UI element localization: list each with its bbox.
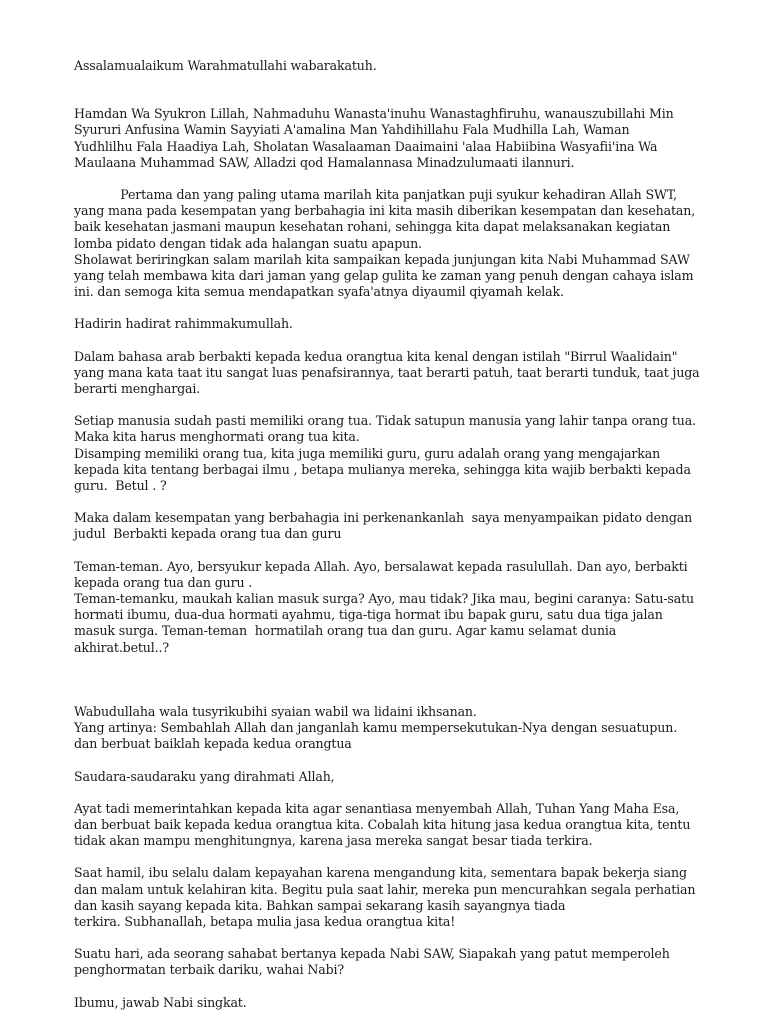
paragraph [74, 559, 694, 656]
paragraph-gap [74, 171, 694, 187]
text-line: Pertama dan yang paling utama marilah kita panjatkan puji syukur kehadiran Allah SWT, [74, 187, 677, 203]
text-line: kepada kita tentang berbagai ilmu , betapa mulianya mereka, sehingga kita wajib berbakti kepada [74, 461, 691, 477]
text-line: dan berbuat baiklah kepada kedua orangtua [74, 736, 352, 752]
text-line: dan malam untuk kelahiran kita. Begitu pula saat lahir, mereka pun mencurahkan segala perhatian [74, 881, 696, 897]
paragraph-gap [74, 979, 694, 995]
text-line: Maulaana Muhammad SAW, Alladzi qod Hamalannasa Minadzulumaati ilannuri. [74, 154, 575, 170]
paragraph-gap [74, 74, 694, 106]
paragraph-gap [74, 300, 694, 316]
paragraph-gap [74, 930, 694, 946]
paragraph-gap [74, 543, 694, 559]
text-line: Sholawat beriringkan salam marilah kita sampaikan kepada junjungan kita Nabi Muhammad SAW [74, 251, 690, 267]
paragraph [74, 348, 700, 398]
text-line: berarti menghargai. [74, 381, 201, 397]
text-line: ini. dan semoga kita semua mendapatkan syafa'atnya diyaumil qiyamah kelak. [74, 284, 564, 300]
paragraph [74, 106, 694, 171]
text-line: kepada orang tua dan guru . [74, 574, 253, 590]
paragraph [74, 316, 694, 332]
paragraph [74, 413, 694, 494]
paragraph-gap [74, 333, 694, 349]
paragraph-gap [74, 656, 694, 704]
paragraph [74, 510, 694, 542]
text-line: Disamping memiliki orang tua, kita juga memiliki guru, guru adalah orang yang mengajarkan [74, 445, 661, 461]
paragraph [74, 865, 694, 930]
text-line: Assalamualaikum Warahmatullahi wabarakatuh. [74, 58, 377, 73]
text-line: lomba pidato dengan tidak ada halangan suatu apapun. [74, 235, 422, 251]
text-line: judul Berbakti kepada orang tua dan guru [74, 526, 342, 542]
text-line: Hadirin hadirat rahimmakumullah. [74, 316, 293, 332]
text-line: Teman-teman. Ayo, bersyukur kepada Allah. Ayo, bersalawat kepada rasulullah. Dan ayo, berbakti [74, 558, 688, 574]
text-line: baik kesehatan jasmani maupun kesehatan rohani, sehingga kita dapat melaksanakan kegiatan [74, 219, 671, 235]
text-line: Ibumu, jawab Nabi singkat. [74, 994, 247, 1010]
text-line: masuk surga. Teman-teman hormatilah orang tua dan guru. Agar kamu selamat dunia [74, 623, 617, 639]
text-line: Syururi Anfusina Wamin Sayyiati A'amalina Man Yahdihillahu Fala Mudhilla Lah, Waman [74, 122, 630, 138]
paragraph [74, 769, 694, 785]
paragraph [74, 946, 694, 978]
text-line: Yang artinya: Sembahlah Allah dan janganlah kamu mempersekutukan-Nya dengan sesuatupun. [74, 720, 678, 736]
text-line: terkira. Subhanallah, betapa mulia jasa kedua orangtua kita! [74, 913, 456, 929]
text-line: Maka dalam kesempatan yang berbahagia ini perkenankanlah saya menyampaikan pidato dengan [74, 510, 693, 526]
text-line: yang mana kata taat itu sangat luas penafsirannya, taat berarti patuh, taat berarti tunduk, taat juga [74, 364, 700, 380]
paragraph [74, 58, 694, 74]
text-line: penghormatan terbaik dariku, wahai Nabi? [74, 962, 344, 978]
paragraph-gap [74, 397, 694, 413]
paragraph [74, 995, 694, 1011]
text-line: Dalam bahasa arab berbakti kepada kedua orangtua kita kenal dengan istilah "Birrul Waalidain" [74, 348, 678, 364]
text-line: Setiap manusia sudah pasti memiliki orang tua. Tidak satupun manusia yang lahir tanpa orang tua. [74, 413, 696, 429]
text-line: yang telah membawa kita dari jaman yang gelap gulita ke zaman yang penuh dengan cahaya islam [74, 268, 694, 284]
text-line: tidak akan mampu menghitungnya, karena jasa mereka sangat besar tiada terkira. [74, 833, 593, 849]
text-line: Suatu hari, ada seorang sahabat bertanya kepada Nabi SAW, Siapakah yang patut memperoleh [74, 946, 670, 962]
text-line: yang mana pada kesempatan yang berbahagia ini kita masih diberikan kesempatan dan kesehatan, [74, 203, 696, 219]
paragraph-gap [74, 785, 694, 801]
paragraph-gap [74, 753, 694, 769]
text-line: akhirat.betul..? [74, 639, 169, 655]
paragraph [74, 704, 694, 753]
text-line: Saat hamil, ibu selalu dalam kepayahan karena mengandung kita, sementara bapak bekerja siang [74, 865, 687, 881]
text-line: dan berbuat baik kepada kedua orangtua kita. Cobalah kita hitung jasa kedua orangtua kita, tentu [74, 816, 691, 832]
paragraph-gap [74, 849, 694, 865]
text-line: Teman-temanku, maukah kalian masuk surga? Ayo, mau tidak? Jika mau, begini caranya: Satu-satu [74, 591, 694, 607]
text-line: dan kasih sayang kepada kita. Bahkan sampai sekarang kasih sayangnya tiada [74, 897, 566, 913]
text-line: Saudara-saudaraku yang dirahmati Allah, [74, 768, 335, 784]
text-line: Yudhlilhu Fala Haadiya Lah, Sholatan Wasalaaman Daaimaini 'alaa Habiibina Wasyafii'ina Wa [74, 138, 658, 154]
text-line: Ayat tadi memerintahkan kepada kita agar senantiasa menyembah Allah, Tuhan Yang Maha Esa, [74, 800, 680, 816]
text-line: Hamdan Wa Syukron Lillah, Nahmaduhu Wanasta'inuhu Wanastaghfiruhu, wanauszubillahi Min [74, 106, 674, 122]
document-body [74, 58, 700, 1011]
text-line: Maka kita harus menghormati orang tua kita. [74, 429, 360, 445]
text-line: guru. Betul . ? [74, 478, 167, 494]
text-line: hormati ibumu, dua-dua hormati ayahmu, tiga-tiga hormat ibu bapak guru, satu dua tiga jalan [74, 607, 663, 623]
text-line: Wabudullaha wala tusyrikubihi syaian wabil wa lidaini ikhsanan. [74, 703, 477, 719]
paragraph [74, 187, 694, 300]
paragraph-gap [74, 494, 694, 510]
paragraph [74, 801, 694, 850]
